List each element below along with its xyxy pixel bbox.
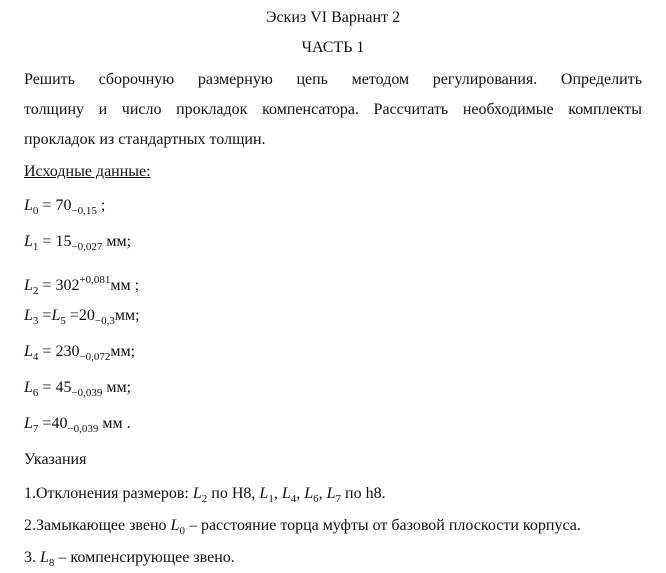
task-line-2: толщину и число прокладок компенсатора. Рассчитать необходимые комплекты [24,101,642,118]
task-line-1: Решить сборочную размерную цепь методом регулирования. Определить [24,71,642,88]
note-1: 1.Отклонения размеров: $L_2$ по H8, $L_1$, $L_4$, $L_6$, $L_7$ по h8. [24,485,386,505]
dimension-l4: $L_4 = 230_{-0,072}мм$; [24,343,136,363]
initial-data-heading: Исходные данные: [24,163,151,180]
dimension-l7: $L_7 =40_{-0,039}$ мм . [24,415,131,435]
notes-heading: Указания [24,451,87,468]
note-2: 2.Замыкающее звено $L_0$ – расстояние торца муфты от базовой плоскости корпуса. [24,517,581,537]
dimension-l0: $L_0 = 70_{-0,15}$ ; [24,197,106,217]
dimension-l6: $L_6 = 45_{-0,039}$ мм; [24,379,132,399]
dimension-l1: $L_1 = 15_{-0,027}$ мм; [24,233,132,253]
dimension-l3-l5: $L_3 =L_5 =20_{-0,3}мм$; [24,307,140,327]
part-heading: ЧАСТЬ 1 [301,39,365,56]
note-3: 3. $L_8$ – компенсирующее звено. [24,549,235,569]
task-line-3: прокладок из стандартных толщин. [24,131,266,148]
dimension-l2: $L_2 = 302^{+0,081}мм$ ; [24,274,140,297]
sketch-title: Эскиз VI Варнант 2 [265,9,401,26]
